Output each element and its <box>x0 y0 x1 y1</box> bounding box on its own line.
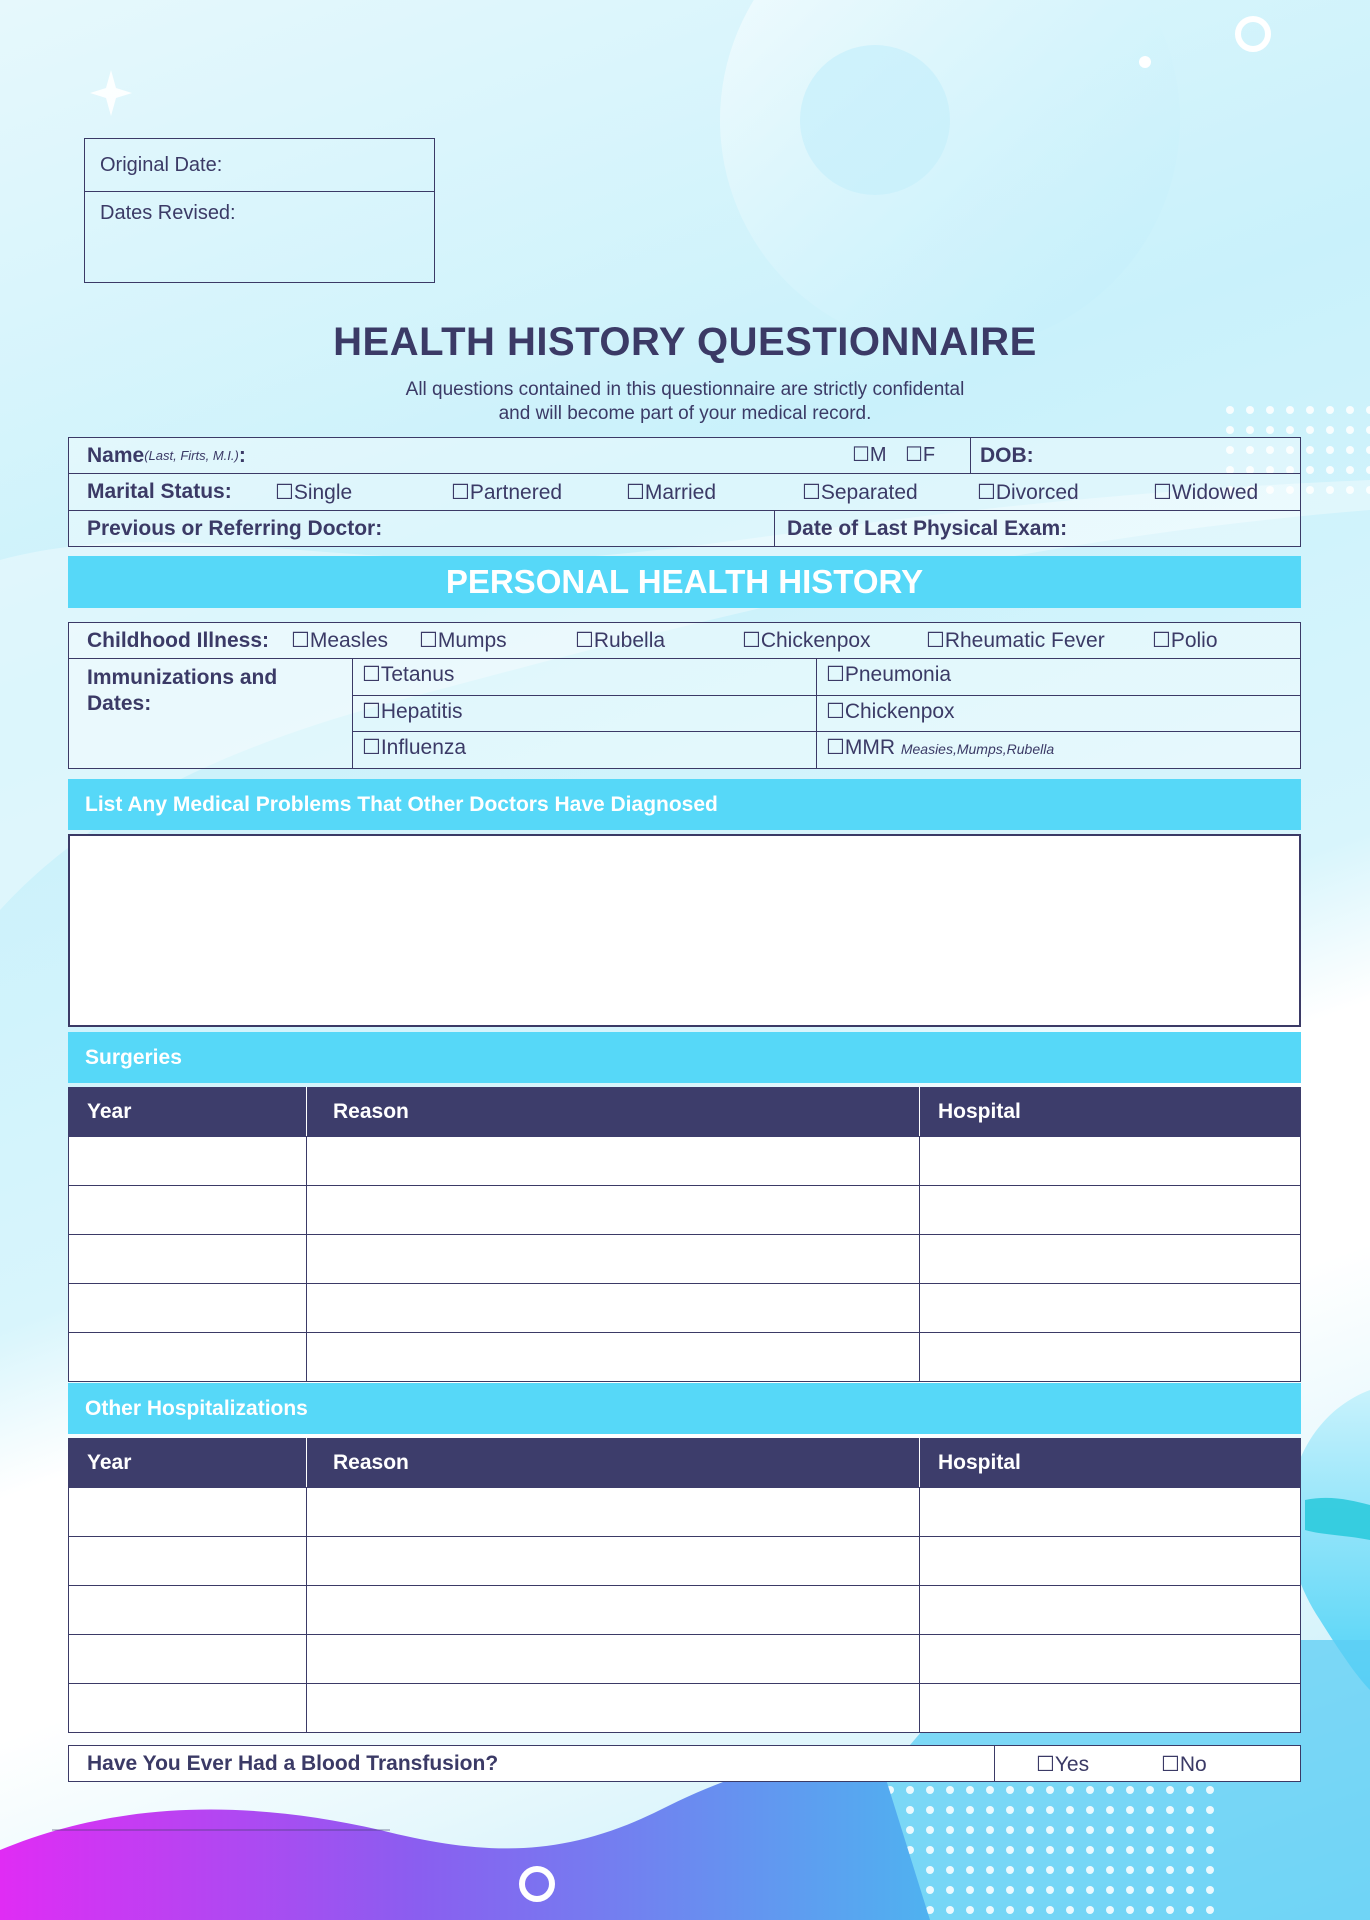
immunizations-label: Immunizations and Dates: <box>87 666 278 715</box>
dob-label: DOB: <box>980 443 1034 467</box>
blood-transfusion-row <box>68 1745 1301 1782</box>
immunization-row <box>353 732 1300 768</box>
medical-problems-textarea[interactable] <box>68 834 1301 1027</box>
table-row <box>69 1284 1301 1333</box>
column-header-hospital: Hospital <box>920 1439 1301 1488</box>
year-cell[interactable] <box>69 1186 307 1235</box>
hospital-cell[interactable] <box>920 1635 1301 1684</box>
surgeries-header <box>68 1032 1301 1083</box>
mmr-note: Measies,Mumps,Rubella <box>900 741 1055 758</box>
hospital-cell[interactable] <box>920 1235 1301 1284</box>
marital-divorced-checkbox[interactable]: ☐Divorced <box>977 480 1079 504</box>
last-exam-field[interactable] <box>774 511 1300 546</box>
measles-checkbox[interactable]: ☐Measles <box>291 629 389 652</box>
childhood-illness-row <box>68 622 1301 659</box>
sex-f-checkbox[interactable]: ☐F <box>905 444 936 466</box>
other-hospitalizations-header <box>68 1383 1301 1434</box>
referring-doctor-field[interactable] <box>69 511 774 546</box>
marital-separated-checkbox[interactable]: ☐Separated <box>802 480 918 504</box>
medical-problems-title: List Any Medical Problems That Other Doctors Have Diagnosed <box>85 792 718 816</box>
table-row <box>69 1186 1301 1235</box>
sex-m-checkbox[interactable]: ☐M <box>852 444 887 466</box>
blood-transfusion-answers <box>994 1746 1300 1781</box>
year-cell[interactable] <box>69 1684 307 1733</box>
column-header-year: Year <box>69 1088 307 1137</box>
hospital-cell[interactable] <box>920 1137 1301 1186</box>
year-cell[interactable] <box>69 1284 307 1333</box>
original-date-field[interactable] <box>85 139 434 192</box>
name-colon: : <box>238 443 246 467</box>
year-cell[interactable] <box>69 1537 307 1586</box>
hospital-cell[interactable] <box>920 1333 1301 1382</box>
referring-doctor-label: Previous or Referring Doctor: <box>87 516 383 540</box>
page-title: HEALTH HISTORY QUESTIONNAIRE <box>333 320 1037 364</box>
year-cell[interactable] <box>69 1137 307 1186</box>
transfusion-no-checkbox[interactable]: ☐No <box>1161 1753 1207 1776</box>
confidentiality-note <box>0 378 1370 426</box>
dob-field[interactable] <box>970 438 1300 473</box>
table-header-row <box>69 1088 1301 1137</box>
table-row <box>69 1684 1301 1733</box>
tetanus-checkbox[interactable]: ☐Tetanus <box>353 659 817 695</box>
reason-cell[interactable] <box>307 1186 920 1235</box>
year-cell[interactable] <box>69 1488 307 1537</box>
table-row <box>69 1333 1301 1382</box>
year-cell[interactable] <box>69 1333 307 1382</box>
marital-partnered-checkbox[interactable]: ☐Partnered <box>451 480 563 504</box>
blood-transfusion-question: Have You Ever Had a Blood Transfusion? <box>87 1751 499 1775</box>
pneumonia-checkbox[interactable]: ☐Pneumonia <box>826 663 952 686</box>
immunizations-grid <box>352 659 1300 768</box>
reason-cell[interactable] <box>307 1137 920 1186</box>
reason-cell[interactable] <box>307 1488 920 1537</box>
column-header-hospital: Hospital <box>920 1088 1301 1137</box>
medical-problems-header <box>68 779 1301 830</box>
reason-cell[interactable] <box>307 1537 920 1586</box>
reason-cell[interactable] <box>307 1684 920 1733</box>
name-hint: (Last, Firts, M.I.) <box>144 448 239 463</box>
mmr-checkbox[interactable]: ☐MMR <box>826 736 895 760</box>
rubella-checkbox[interactable]: ☐Rubella <box>575 629 666 652</box>
table-row <box>69 1137 1301 1186</box>
marital-widowed-checkbox[interactable]: ☐Widowed <box>1153 480 1259 504</box>
table-header-row <box>69 1439 1301 1488</box>
subtitle-line-1: All questions contained in this questionnaire are strictly confidental <box>405 379 965 400</box>
hospital-cell[interactable] <box>920 1488 1301 1537</box>
marital-married-checkbox[interactable]: ☐Married <box>626 480 717 504</box>
revision-dates-box <box>84 138 435 283</box>
original-date-label: Original Date: <box>100 154 223 176</box>
marital-status-label: Marital Status: <box>87 480 232 503</box>
column-header-reason: Reason <box>307 1439 920 1488</box>
hospital-cell[interactable] <box>920 1537 1301 1586</box>
table-row <box>69 1235 1301 1284</box>
table-row <box>69 1586 1301 1635</box>
immunization-row <box>353 696 1300 733</box>
name-field[interactable] <box>69 438 970 473</box>
reason-cell[interactable] <box>307 1333 920 1382</box>
year-cell[interactable] <box>69 1635 307 1684</box>
chickenpox-immunization-checkbox[interactable]: ☐Chickenpox <box>826 699 955 723</box>
hepatitis-checkbox[interactable]: ☐Hepatitis <box>353 696 817 732</box>
name-label: Name <box>87 443 145 467</box>
hospital-cell[interactable] <box>920 1186 1301 1235</box>
year-cell[interactable] <box>69 1586 307 1635</box>
subtitle-line-2: and will become part of your medical record. <box>498 403 872 424</box>
last-exam-label: Date of Last Physical Exam: <box>787 516 1068 540</box>
mmr-field <box>817 732 1300 768</box>
immunizations-block <box>68 658 1301 769</box>
hospitalizations-table <box>68 1438 1301 1733</box>
transfusion-yes-checkbox[interactable]: ☐Yes <box>1036 1753 1090 1776</box>
column-header-reason: Reason <box>307 1088 920 1137</box>
childhood-illness-label: Childhood Illness: <box>87 628 269 652</box>
personal-health-history-title: PERSONAL HEALTH HISTORY <box>445 563 924 600</box>
column-header-year: Year <box>69 1439 307 1488</box>
table-row <box>69 1488 1301 1537</box>
surgeries-title: Surgeries <box>85 1045 182 1069</box>
marital-single-checkbox[interactable]: ☐Single <box>275 480 353 504</box>
dates-revised-field[interactable] <box>85 192 434 235</box>
hospital-cell[interactable] <box>920 1684 1301 1733</box>
table-row <box>69 1537 1301 1586</box>
table-row <box>69 1635 1301 1684</box>
name-row <box>68 437 1301 474</box>
hospital-cell[interactable] <box>920 1586 1301 1635</box>
rheumatic-fever-checkbox[interactable]: ☐Rheumatic Fever <box>926 629 1105 652</box>
polio-checkbox[interactable]: ☐Polio <box>1152 629 1218 652</box>
marital-status-row <box>68 474 1301 511</box>
other-hospitalizations-title: Other Hospitalizations <box>85 1396 308 1420</box>
surgeries-table <box>68 1087 1301 1382</box>
personal-health-history-header <box>68 556 1301 608</box>
year-cell[interactable] <box>69 1235 307 1284</box>
chickenpox-illness-checkbox[interactable]: ☐Chickenpox <box>742 629 871 652</box>
reason-cell[interactable] <box>307 1586 920 1635</box>
influenza-checkbox[interactable]: ☐Influenza <box>353 732 817 768</box>
dates-revised-label: Dates Revised: <box>100 202 236 224</box>
reason-cell[interactable] <box>307 1235 920 1284</box>
doctor-row <box>68 510 1301 547</box>
reason-cell[interactable] <box>307 1284 920 1333</box>
reason-cell[interactable] <box>307 1635 920 1684</box>
hospital-cell[interactable] <box>920 1284 1301 1333</box>
immunization-row <box>353 659 1300 696</box>
mumps-checkbox[interactable]: ☐Mumps <box>419 629 507 652</box>
